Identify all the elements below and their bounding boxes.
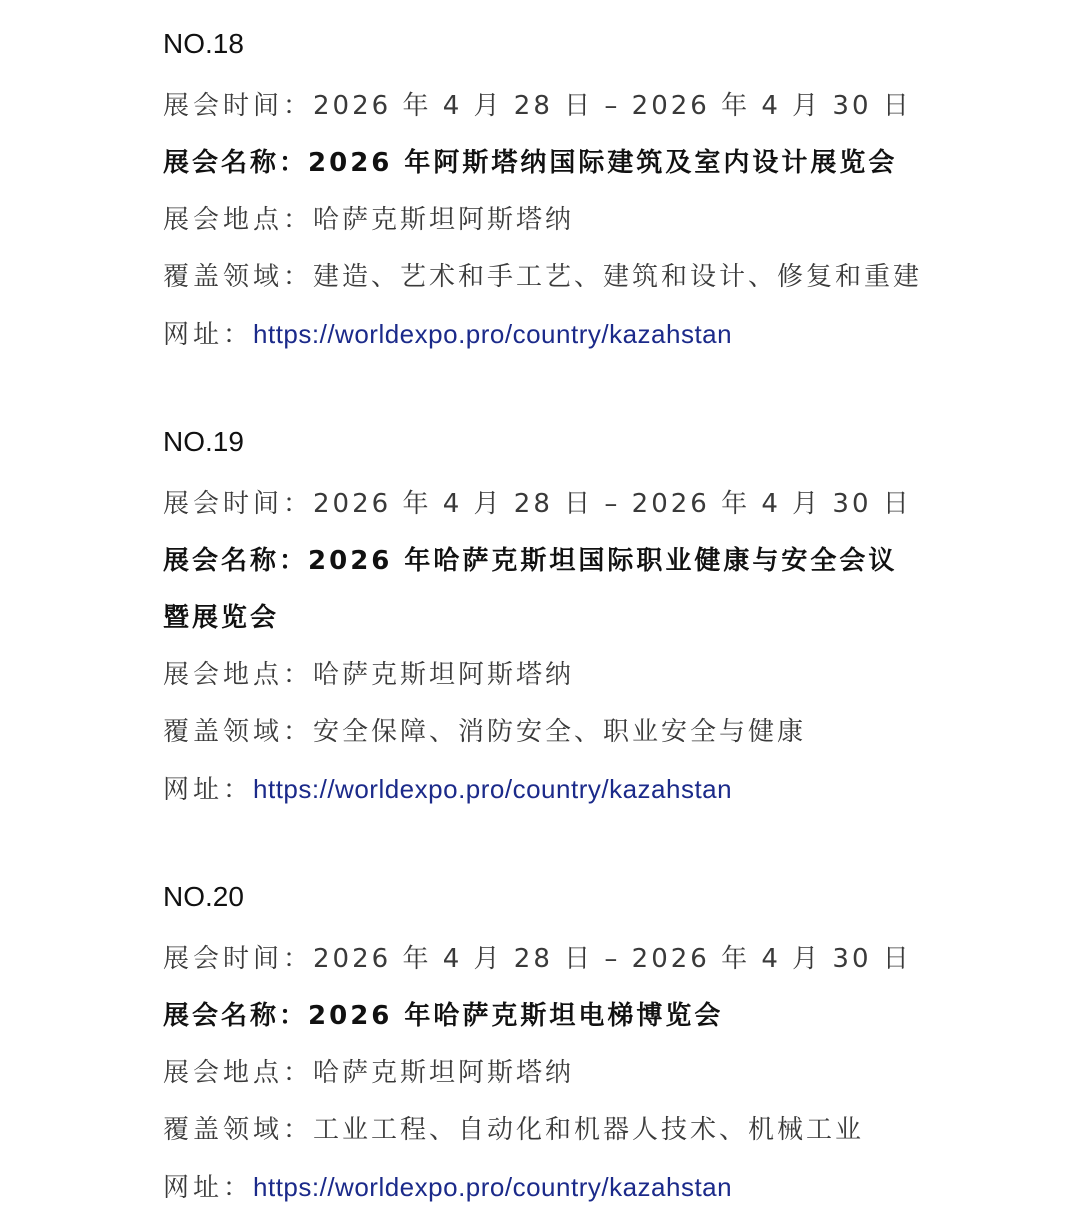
- exhibition-entry-20: [163, 875, 1023, 1217]
- exhibition-entry-18: [163, 22, 1023, 364]
- exhibition-name-label: 展会名称：: [163, 148, 309, 178]
- exhibition-fields-value: 安全保障、消防安全、职业安全与健康: [313, 717, 807, 747]
- entry-number: NO.19: [163, 426, 244, 457]
- exhibition-location-value: 哈萨克斯坦阿斯塔纳: [313, 205, 575, 235]
- exhibition-fields-label: 覆盖领域：: [163, 1115, 314, 1145]
- exhibition-entry-19: [163, 420, 1023, 819]
- exhibition-name-value: 2026 年哈萨克斯坦国际职业健康与安全会议暨展览会: [163, 546, 898, 633]
- exhibition-url-link[interactable]: https://worldexpo.pro/country/kazahstan: [253, 1172, 733, 1202]
- exhibition-name-row: [163, 988, 923, 1045]
- exhibition-name-value: 2026 年哈萨克斯坦电梯博览会: [308, 1001, 724, 1031]
- exhibition-time-row: [163, 78, 1023, 135]
- exhibition-url-label: 网址：: [163, 320, 254, 350]
- exhibition-fields-label: 覆盖领域：: [163, 717, 314, 747]
- exhibition-location-row: [163, 192, 1023, 249]
- exhibition-name-row: [163, 533, 923, 647]
- exhibition-url-row: [163, 306, 1023, 364]
- exhibition-url-row: [163, 1159, 1023, 1217]
- exhibition-fields-row: [163, 1102, 1023, 1159]
- exhibition-fields-row: [163, 249, 1023, 306]
- exhibition-location-label: 展会地点：: [163, 205, 314, 235]
- exhibition-location-row: [163, 647, 1023, 704]
- exhibition-name-label: 展会名称：: [163, 546, 309, 576]
- exhibition-fields-row: [163, 704, 1023, 761]
- exhibition-time-label: 展会时间：: [163, 489, 314, 519]
- exhibition-time-value: 2026 年 4 月 28 日 – 2026 年 4 月 30 日: [313, 944, 912, 974]
- exhibition-location-label: 展会地点：: [163, 660, 314, 690]
- exhibition-time-label: 展会时间：: [163, 91, 314, 121]
- exhibition-url-link[interactable]: https://worldexpo.pro/country/kazahstan: [253, 319, 733, 349]
- exhibition-name-value: 2026 年阿斯塔纳国际建筑及室内设计展览会: [308, 148, 898, 178]
- exhibition-fields-value: 建造、艺术和手工艺、建筑和设计、修复和重建: [313, 262, 923, 292]
- exhibition-url-link[interactable]: https://worldexpo.pro/country/kazahstan: [253, 774, 733, 804]
- exhibition-location-row: [163, 1045, 1023, 1102]
- exhibition-time-row: [163, 476, 1023, 533]
- exhibition-fields-value: 工业工程、自动化和机器人技术、机械工业: [313, 1115, 865, 1145]
- exhibition-time-label: 展会时间：: [163, 944, 314, 974]
- exhibition-location-label: 展会地点：: [163, 1058, 314, 1088]
- exhibition-time-row: [163, 931, 1023, 988]
- entry-number: NO.20: [163, 881, 244, 912]
- exhibition-location-value: 哈萨克斯坦阿斯塔纳: [313, 1058, 575, 1088]
- exhibition-time-value: 2026 年 4 月 28 日 – 2026 年 4 月 30 日: [313, 91, 912, 121]
- exhibition-name-row: [163, 135, 923, 192]
- exhibition-url-label: 网址：: [163, 775, 254, 805]
- exhibition-fields-label: 覆盖领域：: [163, 262, 314, 292]
- exhibition-url-row: [163, 761, 1023, 819]
- exhibition-url-label: 网址：: [163, 1173, 254, 1203]
- exhibition-time-value: 2026 年 4 月 28 日 – 2026 年 4 月 30 日: [313, 489, 912, 519]
- entry-number: NO.18: [163, 28, 244, 59]
- exhibition-list: [163, 22, 1023, 1217]
- exhibition-name-label: 展会名称：: [163, 1001, 309, 1031]
- exhibition-location-value: 哈萨克斯坦阿斯塔纳: [313, 660, 575, 690]
